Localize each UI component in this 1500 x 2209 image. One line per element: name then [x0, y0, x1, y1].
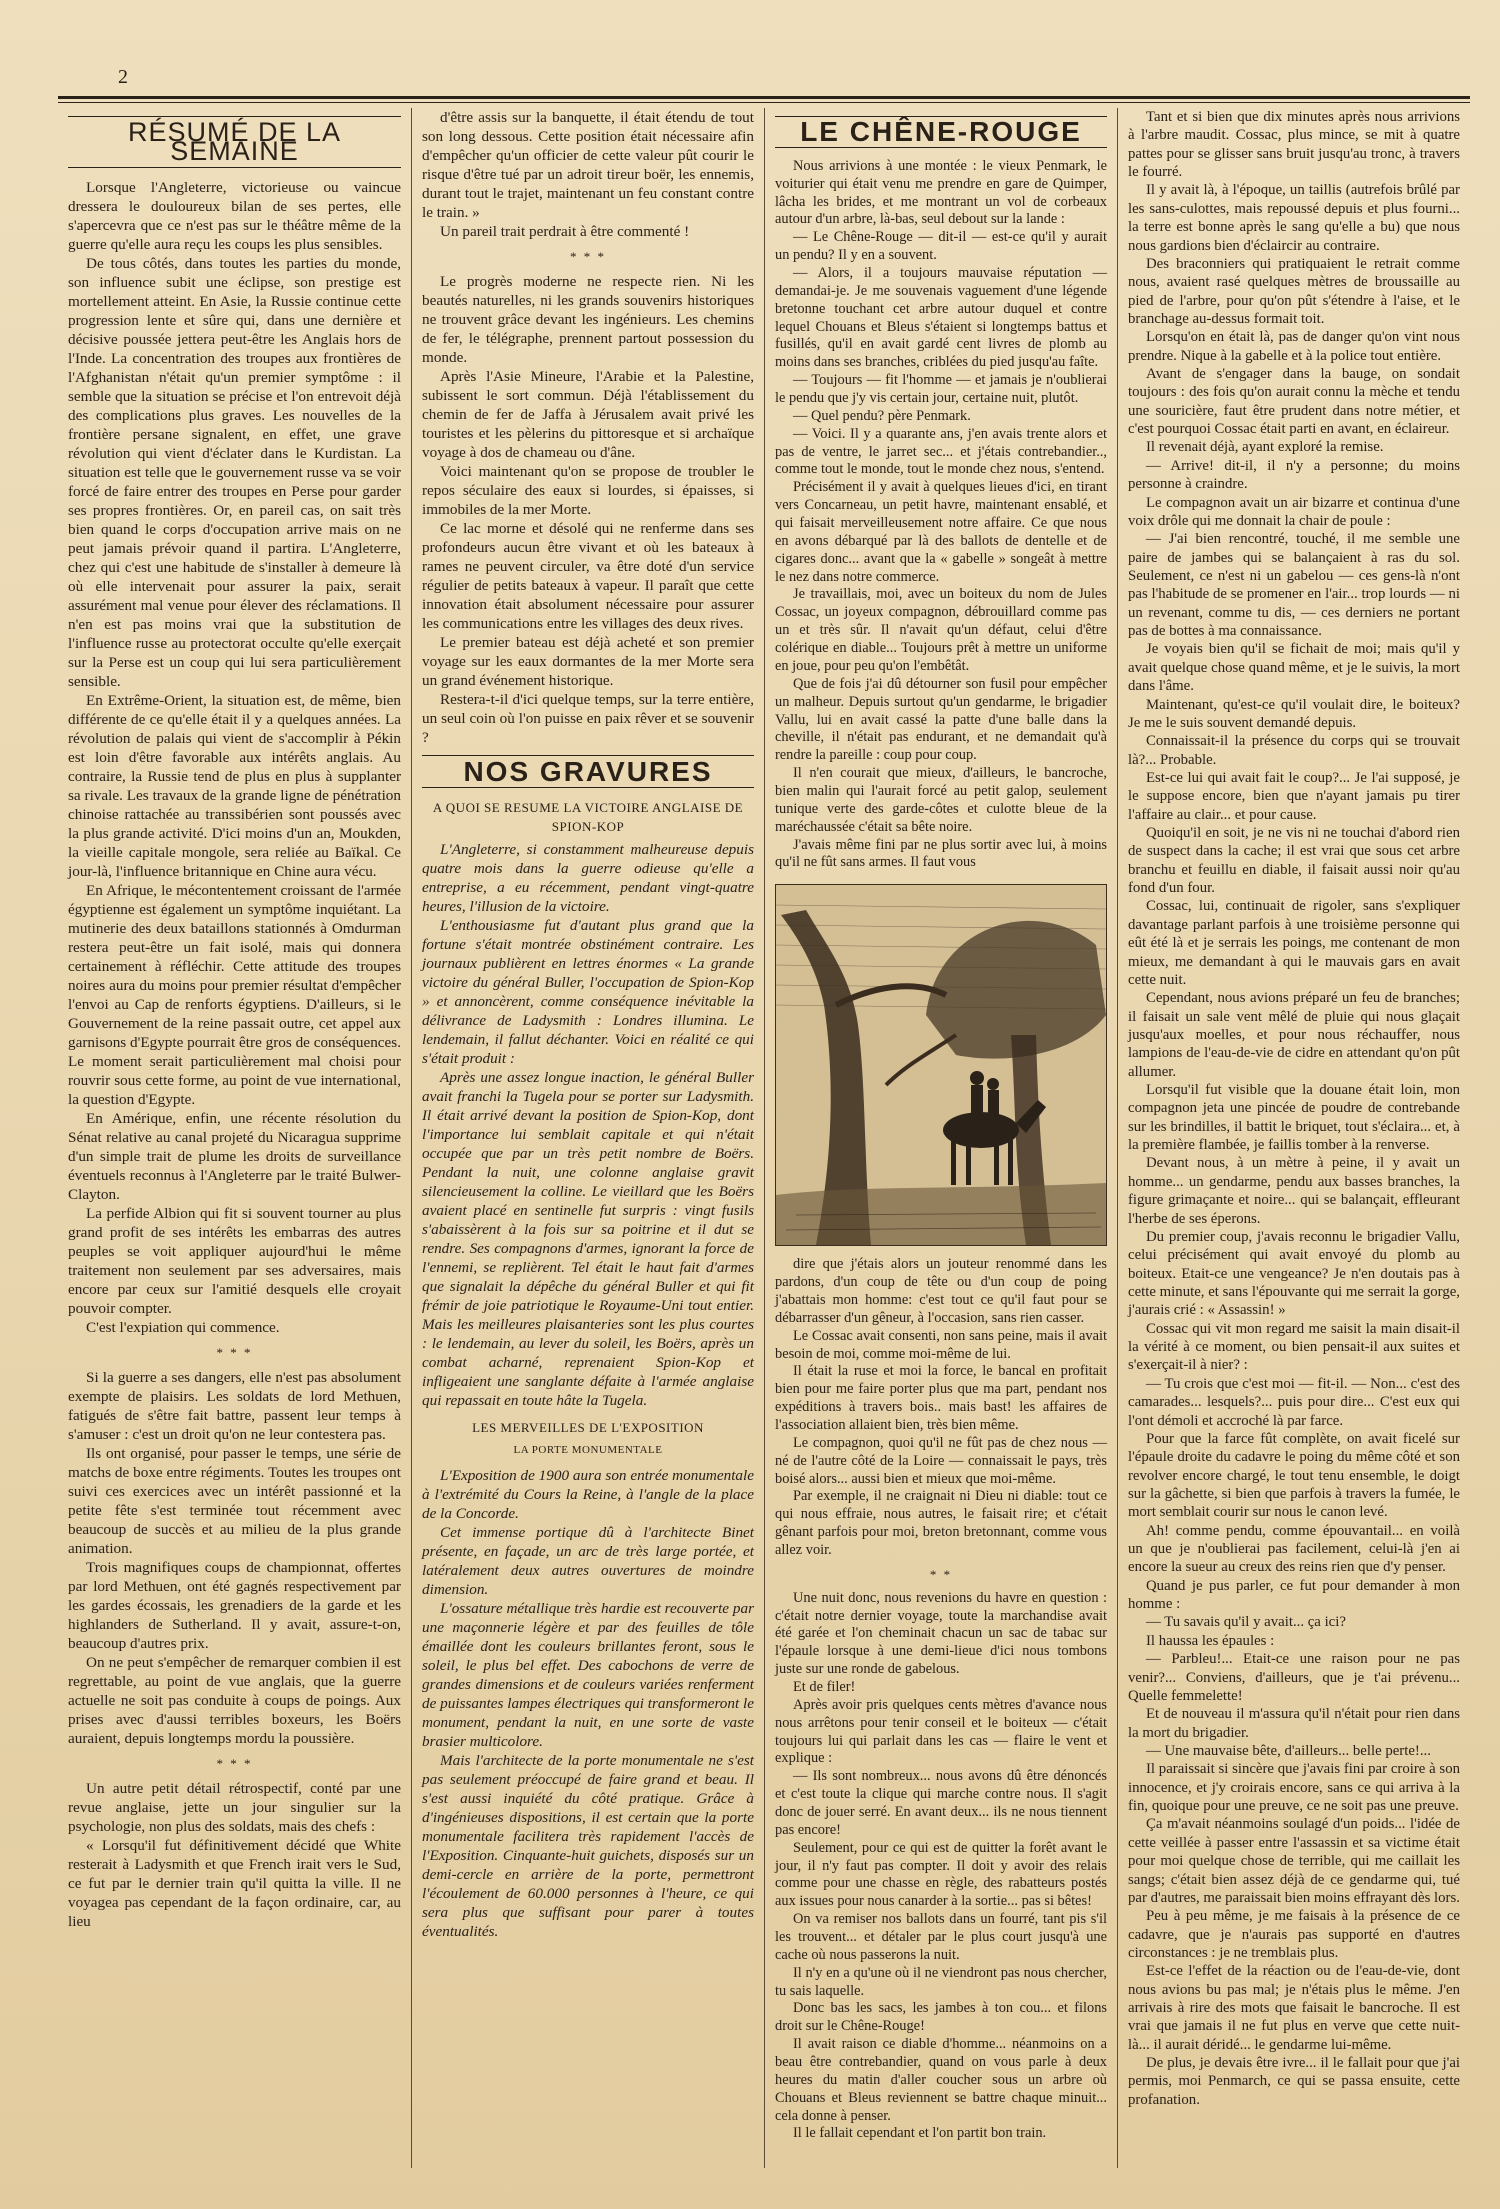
- paragraph: C'est l'expiation qui commence.: [86, 1319, 280, 1336]
- paragraph: — Toujours — fit l'homme — et jamais je n'oublierai le pendu que j'y vis certain jour, certaine nuit, plutôt.: [775, 372, 1107, 407]
- paragraph: Après avoir pris quelques cents mètres d'avance nous nous arrêtons pour tenir conseil et le boiteux — c'était toujours lui qui parlait dans les cas — flaire le vent et explique :: [775, 1696, 1107, 1767]
- paragraph: Lorsqu'il fut visible que la douane était loin, mon compagnon jeta une pincée de poudre de contrebande sur les brindilles, il battit le briquet, tout s'éclaira... et, à la première flambée, je faillis tomber à la renverse.: [1128, 1082, 1460, 1154]
- paragraph: Il était la ruse et moi la force, le bancal en profitait bien pour me faire porter plus que ma part, pendant nos expéditions à travers bois.. mais bast! les affaires de l'association allaient bien, très bien même.: [775, 1363, 1107, 1433]
- paragraph: Cossac qui vit mon regard me saisit la main disait-il la vérité à ce moment, ou bien pensait-il aux suites et s'exerçait-il à nier? :: [1128, 1320, 1460, 1374]
- paragraph: De tous côtés, dans toutes les parties du monde, son influence subit une éclipse, son prestige est mortellement atteint. En Asie, la Russie continue cette progression lente et sûre qui, dans une dernière et décisive poussée jettera peut-être les Anglais hors de l'Inde. La concentration des troupes aux frontières de l'Afghanistan n'était qu'un premier symptôme : il semble que la situation se précise et l'on entrevoit déjà des complications plus graves. Les nouvelles de la frontière persane signalent, en effet, une grave révolution qui vient d'éclater dans le Kurdistan. La situation est telle que le gouvernement russe va se voir forcé de faire entrer des troupes en Perse pour garder ses propres frontières. Or, en pareil cas, on sait très bien quand le corps d'occupation arrive mais on ne peut jamais prévoir quand il partira. L'Angleterre, chez qui c'est une habitude de s'installer à demeure là où elle intervenait pour assurer la paix, serait assurément mal venue pour élever des réclamations. Il n'en est pas moins vrai que la substitution de l'influence russe au protectorat occulte qu'elle exerçait sur la Perse est un coup qui lui sera particulièrement sensible.: [68, 255, 401, 690]
- spion-kop-body: [422, 840, 754, 1410]
- paragraph: — Parbleu!... Etait-ce une raison pour ne pas venir?... Conviens, d'ailleurs, que je t'ai prévenu... Quelle femmelette!: [1128, 1651, 1460, 1704]
- resume-title: RÉSUMÉ DE LA SEMAINE: [68, 116, 401, 168]
- paragraph: Le compagnon, quoi qu'il ne fût pas de chez nous — né de l'autre côté de la Loire — connaissait le pays, très boisé alors... aussi bien et mieux que moi-même.: [775, 1434, 1107, 1487]
- paragraph: Ça m'avait néanmoins soulagé d'un poids... l'idée de cette veillée à passer entre l'assassin et sa victime était pour moi quelque chose de terrible, qui me caillait les sangs; c'était bien assez déjà de ce gendarme qui, tué par d'autres, me paraissait bien moins effrayant dès lors.: [1128, 1816, 1460, 1906]
- paragraph: Cossac, lui, continuait de rigoler, sans s'expliquer davantage parlant parfois à une troisième personne qui eût été là et je serrais les poings, me contenant de mon mieux, me demandant à qui le mauvais gars en avait cette nuit.: [1128, 898, 1460, 988]
- paragraph: Si la guerre a ses dangers, elle n'est pas absolument exempte de plaisirs. Les soldats de lord Methuen, fatigués de s'être fait battre, passent leur temps à s'amuser : c'est un droit qu'on ne leur contestera pas.: [68, 1369, 401, 1443]
- paragraph: De plus, je devais être ivre... il le fallait pour que j'ai permis, moi Penmarch, ce qui se passa ensuite, cette profanation.: [1128, 2055, 1460, 2108]
- paragraph: Le compagnon avait un air bizarre et continua d'une voix drôle qui me donnait la chair de poule :: [1128, 494, 1460, 529]
- paragraph: Il le fallait cependant et l'on partit bon train.: [793, 2125, 1047, 2142]
- paragraph: — Ils sont nombreux... nous avons dû être dénoncés et c'est toute la clique qui marche contre nous. Il s'agit donc de jouer serré. En avant deux... ils ne nous tiennent pas encore!: [775, 1768, 1107, 1838]
- paragraph: En Amérique, enfin, une récente résolution du Sénat relative au canal projeté du Nicaragua supprime d'un simple trait de plume les droits de surveillance éventuels reconnus à l'Angleterre par le traité Bulwer-Clayton.: [68, 1110, 401, 1203]
- paragraph: d'être assis sur la banquette, il était étendu de tout son long dessous. Cette position était nécessaire afin d'empêcher qu'un officier de cette valeur pût courir le risque d'être tué par un adroit tireur boër, les ennemis, durant tout le trajet, maintenant un feu constant contre le train. »: [422, 109, 754, 221]
- paragraph: dire que j'étais alors un jouteur renommé dans les pardons, d'un coup de tête ou d'un coup de poing j'abattais mon homme: c'est tout ce qu'il faut pour se débarrasser d'un gêneur, à l'occasion, sans rien casser.: [775, 1256, 1107, 1326]
- paragraph: Il avait raison ce diable d'homme... néanmoins on a beau être contrebandier, quand on vous parle à deux heures du matin d'aller coucher sous un arbre où Chouans et Bleus reviennent se battre chaque minuit... cela donne à penser.: [775, 2036, 1107, 2124]
- paragraph: Le premier bateau est déjà acheté et son premier voyage sur les eaux dormantes de la mer Morte sera un grand événement historique.: [422, 634, 754, 689]
- paragraph: Nous arrivions à une montée : le vieux Penmark, le voiturier qui était venu me prendre en gare de Quimper, lâcha les brides, et me montrant un vol de corbeaux autour d'un arbre, là-bas, seul debout sur la lande :: [775, 157, 1107, 228]
- paragraph: Quoiqu'il en soit, je ne vis ni ne touchai d'abord rien de suspect dans la cache; il est vrai que sous cet arbre branchu et feuillu en diable, il faisait aussi noir qu'au fond d'un four.: [1128, 825, 1460, 897]
- paragraph: Seulement, pour ce qui est de quitter la forêt avant le jour, il n'y faut pas compter. Il doit y avoir des relais comme pour une chasse en règle, des rabatteurs postés aux issues pour nous canarder à la sortie... pas si bêtes!: [775, 1839, 1107, 1910]
- paragraph: — Quel pendu? père Penmark.: [793, 407, 971, 424]
- paragraph: Ils ont organisé, pour passer le temps, une série de matchs de boxe entre régiments. Toutes les troupes ont suivi ces exercices avec un intérêt passionné et la petite fête s'est terminée tout récemment avec beaucoup de succès et au milieu de la plus grande animation.: [68, 1445, 401, 1557]
- paragraph: Mais l'architecte de la porte monumentale ne s'est pas seulement préoccupé de faire grand et beau. Il s'est aussi inquiété du côté pratique. Grâce à d'ingénieuses dispositions, il est certain que la porte monumentale facilitera très rapidement l'accès de l'Exposition. Cinquante-huit guichets, disposés sur un demi-cercle en arrière de la porte, permettront l'écoulement de 60.000 personnes à l'heure, ce qui sera plus que suffisant pour parer à toutes éventualités.: [422, 1752, 754, 1940]
- paragraph: Un autre petit détail rétrospectif, conté par une revue anglaise, jette un jour singulier sur la psychologie, non plus des soldats, mais des chefs :: [68, 1780, 401, 1835]
- chene-rouge-title: LE CHÊNE-ROUGE: [775, 116, 1107, 148]
- paragraph: Connaissait-il la présence du corps qui se trouvait là?... Probable.: [1128, 733, 1460, 768]
- paragraph: Un pareil trait perdrait à être commenté !: [440, 223, 690, 240]
- paragraph: Ah! comme pendu, comme épouvantail... en voilà un que je n'oublierai pas facilement, celui-là j'en ai encore la sueur au creux des reins rien que d'y penser.: [1128, 1522, 1460, 1576]
- section-divider: * * *: [216, 1345, 253, 1360]
- paragraph: Avant de s'engager dans la bauge, on sondait toujours : des fois qu'on aurait connu la mèche et tendu une souricière, faut être prudent dans notre métier, et c'est pourquoi Cossac était parti en avant, en éclaireur.: [1128, 366, 1460, 438]
- paragraph: En Afrique, le mécontentement croissant de l'armée égyptienne est également un symptôme inquiétant. La mutinerie des deux bataillons stationnés à Omdurman restera peut-être un fait isolé, mais qui donnera certainement à réfléchir. Cette attitude des troupes noires aura du moins pour premier résultat d'empêcher l'envoi au Cap de renforts égyptiens. D'ailleurs, si le Gouvernement de la reine passait outre, cet appel aux garnisons d'Egypte pourrait être gros de conséquences. Le moment serait particulièrement mal choisi pour rouvrir sous cette forme, au point de vue international, la question d'Egypte.: [68, 882, 401, 1108]
- paragraph: Devant nous, à un mètre à peine, il y avait un homme... un gendarme, pendu aux basses branches, la figure grimaçante et noire... qui se balançait, effleurant l'herbe de ses éperons.: [1128, 1155, 1460, 1227]
- paragraph: Par exemple, il ne craignait ni Dieu ni diable: tout ce qui nous effraie, nous autres, le faisait rire; et c'était gênant parfois pour moi, breton bretonnant, comme vous allez voir.: [775, 1488, 1107, 1558]
- paragraph: Après une assez longue inaction, le général Buller avait franchi la Tugela pour se porter sur Ladysmith. Il était arrivé devant la position de Spion-Kop, dont l'importance lui semblait capitale et qui n'était occupée que par un très petit nombre de Boërs. Pendant la nuit, une colonne anglaise gravit silencieusement la colline. Le vieillard que les Boërs avaient placé en sentinelle fut surpris : vingt fusils s'abaissèrent à la fois sur sa poitrine et il dut se rendre. Ses compagnons d'armes, ignorant la force de l'ennemi, se replièrent. Tel était le haut fait d'armes que signalait la dépêche du général Buller et qui fit frémir de joie patriotique le Royaume-Uni tout entier. Mais les meilleures plaisanteries sont les plus courtes : le lendemain, au lever du soleil, les Boërs, après un combat acharné, reprenaient Spion-Kop et infligeaient une sanglante défaite à l'armée anglaise qui repassait en toute hâte la Tugela.: [422, 1069, 754, 1409]
- page-number: 2: [118, 66, 128, 88]
- paragraph: Des braconniers qui pratiquaient le retrait comme nous, avaient rasé quelques mètres de broussaille au pied de l'arbre, pour qu'on pût s'étendre à l'aise, et le branchage au-dessus formait toit.: [1128, 255, 1460, 327]
- paragraph: Que de fois j'ai dû détourner son fusil pour empêcher un malheur. Depuis surtout qu'un gendarme, le brigadier Vallu, lui en avait cassé la patte d'une balle dans la cheville, il n'était pas endurant, et ne demandait qu'à rendre la pareille : coup pour coup.: [775, 675, 1107, 764]
- paragraph: Après l'Asie Mineure, l'Arabie et la Palestine, subissent le sort commun. Déjà l'établissement du chemin de fer de Jaffa à Jérusalem avait privé les touristes et les pèlerins du pittoresque et si archaïque voyage à dos de chameau ou d'âne.: [422, 368, 754, 461]
- paragraph: Pour que la farce fût complète, on avait ficelé sur l'épaule droite du cadavre le poing du même côté et son revolver encore chargé, le tout tenu ensemble, le doigt sur la gâchette, si bien que parfois à travers la fumée, le mort semblait courir sur nous le canon levé.: [1128, 1430, 1460, 1521]
- paragraph: Et de filer!: [793, 1679, 856, 1695]
- section-divider: * * *: [570, 249, 606, 264]
- paragraph: En Extrême-Orient, la situation est, de même, bien différente de ce qu'elle était il y a quelques années. La révolution de palais qui vient de s'accomplir à Pékin est loin d'être favorable aux intérêts anglais. Au contraire, la Russie tend de plus en plus à supplanter sa rivale. Les travaux de la grande ligne de pénétration chinoise rattachée au transsibérien sont poussés avec la plus grande activité. D'ici moins d'un an, Moukden, la vieille capitale mongole, sera reliée au Baïkal. Ce jour-là, l'influence britannique en Chine aura vécu.: [68, 692, 401, 880]
- paragraph: Et de nouveau il m'assura qu'il n'était pour rien dans la mort du brigadier.: [1128, 1706, 1460, 1741]
- paragraph: — Arrive! dit-il, il n'y a personne; du moins personne à craindre.: [1128, 457, 1460, 493]
- paragraph: Trois magnifiques coups de championnat, offertes par lord Methuen, ont été gagnés respectivement par les gardes écossais, les grenadiers de la garde et les highlanders de Sutherland. Il y avait, assure-t-on, beaucoup d'autres prix.: [68, 1559, 401, 1652]
- paragraph: — Le Chêne-Rouge — dit-il — est-ce qu'il y aurait un pendu? Il y en a souvent.: [775, 229, 1107, 264]
- exposition-body: [422, 1466, 754, 1941]
- paragraph: La perfide Albion qui fit si souvent tourner au plus grand profit de ses intérêts les embarras des autres peuples se voit appliquer aujourd'hui le même traitement non seulement par ses adversaires, mais encore par ceux sur l'amitié desquels elle croyait pouvoir compter.: [68, 1205, 401, 1317]
- paragraph: Quand je pus parler, ce fut pour demander à mon homme :: [1128, 1577, 1460, 1613]
- paragraph: L'ossature métallique très hardie est recouverte par une maçonnerie légère et par des feuilles de tôle émaillée dont les couleurs brillantes feront, sous le soleil, le plus bel effet. Des cabochons de verre de grandes dimensions et de couleurs variées renferment de puissantes lampes électriques qui transformeront le monument, pendant la nuit, en une sorte de vaste brasier multicolore.: [422, 1600, 754, 1750]
- column-4: [1117, 108, 1470, 2168]
- section-divider: * *: [929, 1566, 953, 1582]
- paragraph: « Lorsqu'il fut définitivement décidé que White resterait à Ladysmith et que French irait vers le Sud, ce fut par le dernier train qu'il quitta la ville. Il ne voyagea pas cependant de la façon ordinaire, car, au lieu: [68, 1837, 401, 1930]
- column-2: [411, 108, 764, 2168]
- columns: [58, 108, 1470, 2168]
- paragraph: On va remiser nos ballots dans un fourré, tant pis s'il les trouvent... et détaler par le plus court jusqu'à une cache où nous passerons la nuit.: [775, 1911, 1107, 1963]
- boxing-body: [68, 1368, 401, 1748]
- paragraph: Ce lac morne et désolé qui ne renferme dans ses profondeurs aucun être vivant et où les bateaux à rames ne peuvent circuler, va être doté d'un service régulier de petits bateaux à vapeur. Il paraît que cette innovation était absolument nécessaire pour assurer les communications entre les villages des deux rives.: [422, 520, 754, 632]
- engraving-svg: [776, 885, 1106, 1245]
- porte-monumentale-heading: LA PORTE MONUMENTALE: [513, 1444, 663, 1456]
- column-1: [58, 108, 411, 2168]
- paragraph: — Voici. Il y a quarante ans, j'en avais trente alors et pas de ventre, le jarret sec... et j'étais contrebandier.., comme tout le monde, tout le monde chez nous, s'entend.: [775, 425, 1107, 478]
- paragraph: Une nuit donc, nous revenions du havre en question : c'était notre dernier voyage, toute la marchandise avait été garée et l'on cheminait chacun un sac de tabac sur l'épaule lorsque à une demi-lieue d'ici nous tombons juste sur une ronde de gabelous.: [775, 1589, 1107, 1678]
- paragraph: Le Cossac avait consenti, non sans peine, mais il avait besoin de moi, comme moi-même de lui.: [775, 1327, 1107, 1362]
- top-rule: [58, 96, 1470, 103]
- paragraph: Est-ce l'effet de la réaction ou de l'eau-de-vie, dont nous avions bu pas mal; je n'étais plus le même. J'en arrivais à rire des mots que faisait le bancroche. Il est vrai que jamais il ne fut plus en verve que cette nuit-là... il aurait déridé... le gendarme lui-même.: [1128, 1963, 1460, 2053]
- exposition-heading: LES MERVEILLES DE L'EXPOSITION: [472, 1420, 704, 1435]
- section-divider: * * *: [216, 1756, 253, 1771]
- paragraph: Il n'en courait que mieux, d'ailleurs, le bancroche, bien malin qui l'aurait forcé au petit galop, seulement tunique verte des garde-côtes et culotte bleue de la maréchaussée c'était sa bête noire.: [775, 765, 1107, 835]
- paragraph: Restera-t-il d'ici quelque temps, sur la terre entière, un seul coin où l'on puisse en paix rêver et se souvenir ?: [422, 691, 754, 746]
- paragraph: Il revenait déjà, ayant exploré la remise.: [1146, 439, 1384, 456]
- paragraph: — Tu crois que c'est moi — fit-il. — Non... c'est des camarades... lesquels?... puis pour dire... C'est eux qui l'ont démoli et accroché là par farce.: [1128, 1375, 1460, 1429]
- column-3: [764, 108, 1117, 2168]
- paragraph: Cependant, nous avions préparé un feu de branches; il faisait un sale vent mêlé de pluie qui nous glaçait jusqu'aux moelles, et pour nous réchauffer, nous lampions de l'eau-de-vie de cidre en attendant qu'on pût allumer.: [1128, 990, 1460, 1080]
- paragraph: — Alors, il a toujours mauvaise réputation — demandai-je. Je me souvenais vaguement d'une légende bretonne touchant cet arbre autour duquel et contre lequel Chouans et Bleus s'étaient si longtemps battus et fusillés, qu'il en avait gardé cent livres de plomb au moins dans ses branches, criblées du pied jusqu'au faîte.: [775, 265, 1107, 371]
- paragraph: Peu à peu même, je me faisais à la présence de ce cadavre, que je n'aurais pas supporté en d'autres circonstances : je ne tremblais plus.: [1128, 1908, 1460, 1961]
- paragraph: Donc bas les sacs, les jambes à ton cou... et filons droit sur le Chêne-Rouge!: [775, 2000, 1107, 2035]
- paragraph: Lorsque l'Angleterre, victorieuse ou vaincue dressera le douloureux bilan de ses pertes, elle s'apercevra que ce n'est pas sur le théâtre même de la guerre qu'elle aura reçu les coups les plus sensibles.: [68, 179, 401, 253]
- paragraph: Maintenant, qu'est-ce qu'il voulait dire, le boiteux? Je me le suis souvent demandé depuis.: [1128, 696, 1460, 731]
- paragraph: — Tu savais qu'il y avait... ça ici?: [1146, 1614, 1346, 1631]
- paragraph: Voici maintenant qu'on se propose de troubler le repos séculaire des eaux si lourdes, si épaisses, si immobiles de la mer Morte.: [422, 463, 754, 518]
- paragraph: Cet immense portique dû à l'architecte Binet présente, en façade, un arc de très large portée, et latéralement deux autres ouvertures de moindre dimension.: [422, 1524, 754, 1598]
- engraving-illustration: [775, 884, 1107, 1246]
- paragraph: Il n'y en a qu'une où il ne viendront pas nous chercher, tu sais laquelle.: [775, 1964, 1107, 1999]
- paragraph: Il paraissait si sincère que j'avais fini par croire à son innocence, et j'y croirais encore, sans ce qui arriva à la fin, quoique pour une preuve, ce ne soit pas une preuve.: [1128, 1761, 1460, 1815]
- spion-kop-heading: A QUOI SE RESUME LA VICTOIRE ANGLAISE DE SPION-KOP: [432, 800, 744, 834]
- paragraph: Je voyais bien qu'il se fichait de moi; mais qu'il y avait quelque chose quand même, et je le suivis, la mort dans l'âme.: [1128, 641, 1460, 695]
- paragraph: Il haussa les épaules :: [1146, 1632, 1275, 1649]
- paragraph: Précisément il y avait à quelques lieues d'ici, en tirant vers Concarneau, un petit havre, maintenant ensablé, et qui faisait merveilleusement notre affaire. Ce que nous en avons débarqué par là des ballots de dentelle et de cigares donc... avant que la « gabelle » songeât à mettre le nez dans notre commerce.: [775, 479, 1107, 585]
- paragraph: Est-ce lui qui avait fait le coup?... Je l'ai supposé, je le suppose encore, bien que n'ayant jamais pu tirer l'affaire au clair... et pour cause.: [1128, 769, 1460, 823]
- paragraph: L'Angleterre, si constamment malheureuse depuis quatre mois dans la guerre odieuse qu'elle a entreprise, a eu récemment, pendant vingt-quatre heures, l'illusion de la victoire.: [422, 841, 754, 915]
- resume-body: [68, 178, 401, 1337]
- french-train-body: [68, 1779, 401, 1931]
- paragraph: Tant et si bien que dix minutes après nous arrivions à l'arbre maudit. Cossac, plus mince, se mit à quatre pattes pour se glisser sans bruit jusqu'au tronc, à travers le fourré.: [1128, 109, 1460, 181]
- nos-gravures-title: NOS GRAVURES: [422, 755, 754, 788]
- paragraph: Le progrès moderne ne respecte rien. Ni les beautés naturelles, ni les grands souvenirs historiques ne trouvent grâce devant les ingénieurs. Les chemins de fer, le télégraphe, prennent partout possession du monde.: [422, 273, 754, 366]
- paragraph: Lorsqu'on en était là, pas de danger qu'on vint nous prendre. Nique à la gabelle et à la police tout entière.: [1128, 329, 1460, 364]
- paragraph: — J'ai bien rencontré, touché, il me semble une paire de jambes qui se balançaient à ras du sol. Seulement, ce n'est ni un gabelou — ces gens-là n'ont pas l'habitude de se promener en l'air... trop lourds — ni un revenant, comme tu dis, — ces derniers ne portant pas de bottes à ma connaissance.: [1128, 531, 1460, 640]
- paragraph: Je travaillais, moi, avec un boiteux du nom de Jules Cossac, un joyeux compagnon, débrouillard comme pas un et très sûr. Il n'avait qu'un défaut, celui d'être colérique en diable... Toujours prêt à mettre un uniforme en joue, pour peu qu'on l'embêtât.: [775, 586, 1107, 674]
- paragraph: J'avais même fini par ne plus sortir avec lui, à moins qu'il ne fût sans armes. Il faut vous: [775, 836, 1107, 871]
- paragraph: — Une mauvaise bête, d'ailleurs... belle perte!...: [1146, 1742, 1431, 1759]
- paragraph: L'enthousiasme fut d'autant plus grand que la fortune s'était montrée obstinément contraire. Les journaux publièrent en lettres énormes « La grande victoire du général Buller, l'occupation de Spion-Kop » et annoncèrent, comme conséquence inévitable la délivrance de Ladysmith : Londres illumina. Le lendemain, il fallut déchanter. Voici en réalité ce qui s'était produit :: [422, 917, 754, 1067]
- paragraph: On ne peut s'empêcher de remarquer combien il est regrettable, au point de vue anglais, que la guerre actuelle ne soit pas conduite à coups de poings. Aux prises avec d'aussi terribles boxeurs, les Boërs auraient, depuis longtemps mordu la poussière.: [68, 1654, 401, 1747]
- paragraph: Il y avait là, à l'époque, un taillis (autrefois brûlé par les sans-culottes, mais repoussé depuis et plus fourni... la terre est bonne après le sang qu'elle a bu) que nous nous gardions bien d'éclaircir au contraire.: [1128, 182, 1460, 254]
- paragraph: Du premier coup, j'avais reconnu le brigadier Vallu, celui précisément qui avait envoyé du plomb au boiteux. Etait-ce une vengeance? Je n'en doutais pas à cette minute, et sans l'épouvante qui me serrait la gorge, j'aurais crié : « Assassin! »: [1128, 1228, 1460, 1319]
- paragraph: L'Exposition de 1900 aura son entrée monumentale à l'extrémité du Cours la Reine, à l'angle de la place de la Concorde.: [422, 1467, 754, 1522]
